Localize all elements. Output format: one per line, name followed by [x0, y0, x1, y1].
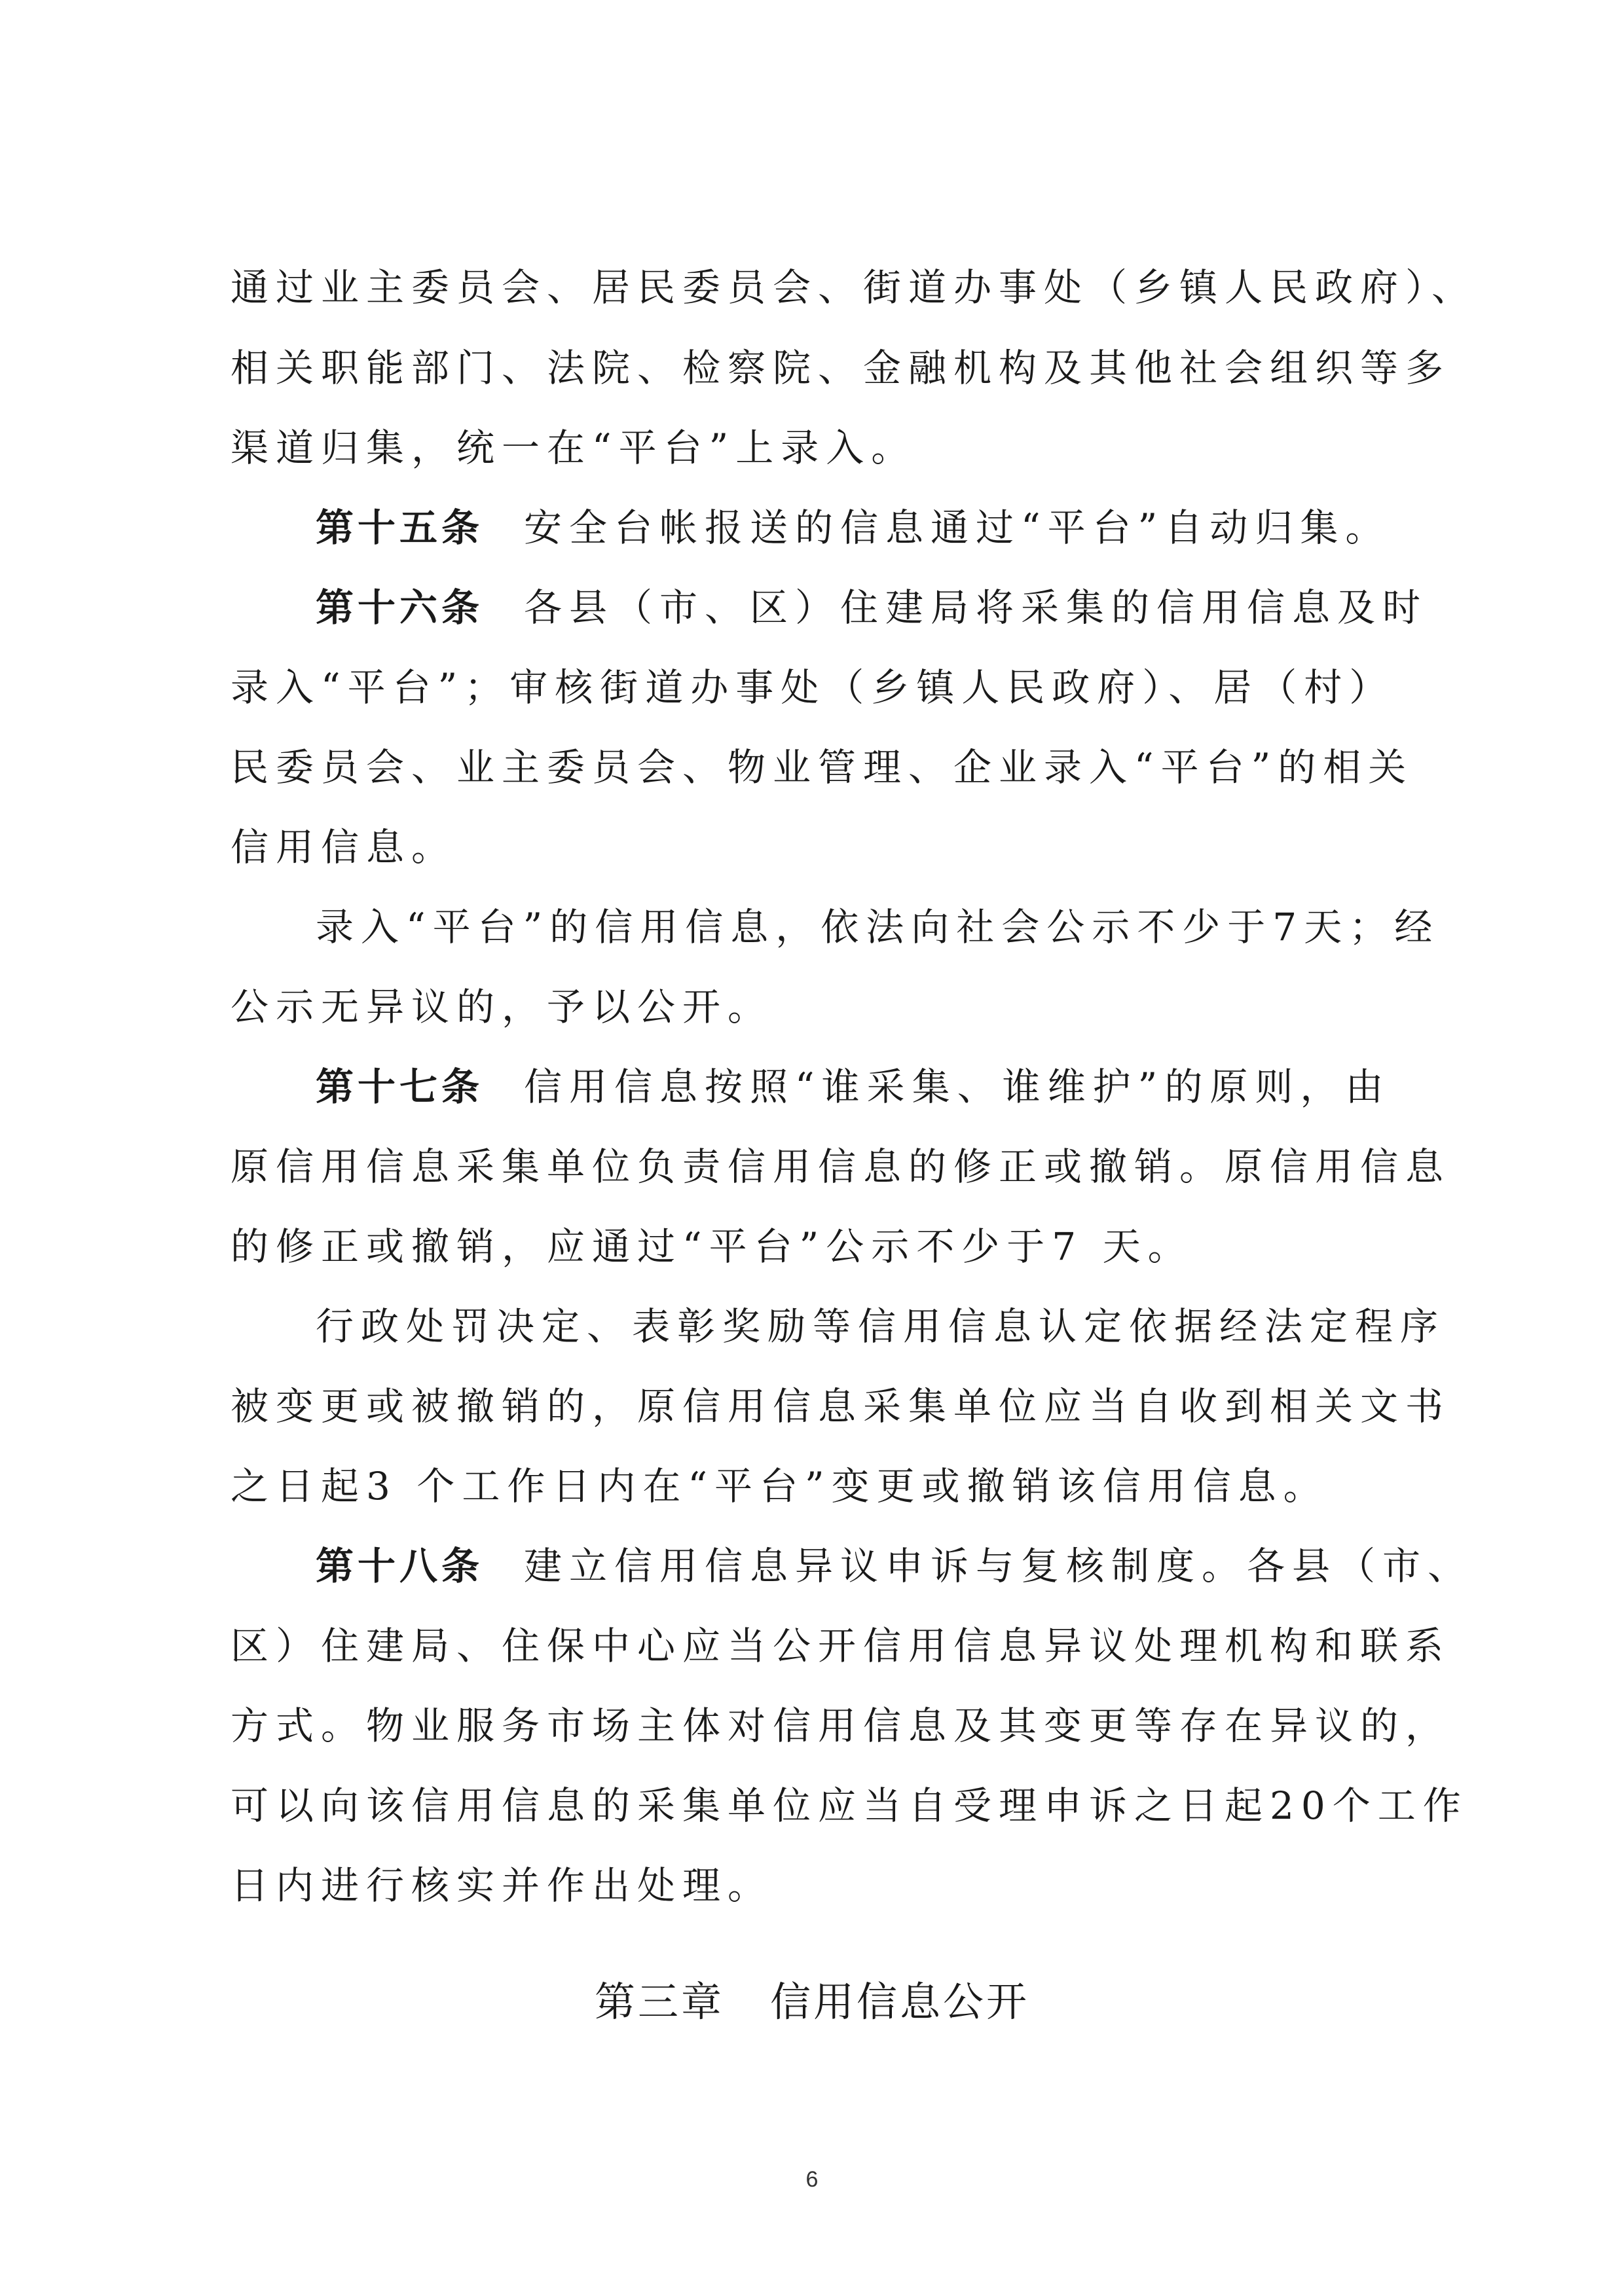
article-16: [316, 585, 1428, 630]
text-line: 之日起3 个工作日内在“平台”变更或撤销该信用信息。: [231, 1464, 1329, 1508]
text-line: 录入“平台”；审核街道办事处（乡镇人民政府）、居（村）: [231, 665, 1395, 710]
text-line: 日内进行核实并作出处理。: [231, 1863, 773, 1908]
article-title: 第十七条: [316, 1065, 484, 1109]
text-line: 渠道归集，统一在“平台”上录入。: [231, 426, 917, 470]
text-line: 方式。物业服务市场主体对信用信息及其变更等存在异议的，: [231, 1704, 1451, 1748]
article-title: 第十五条: [316, 505, 484, 550]
article-title: 第十六条: [316, 585, 484, 630]
article-text: 信用信息按照“谁采集、谁维护”的原则，由: [524, 1065, 1391, 1109]
text-line: 被变更或被撤销的，原信用信息采集单位应当自收到相关文书: [231, 1384, 1451, 1429]
text-line: 的修正或撤销，应通过“平台”公示不少于7 天。: [231, 1224, 1193, 1269]
chapter-title: 信用信息公开: [770, 1978, 1030, 2026]
text-line: 录入“平台”的信用信息，依法向社会公示不少于7天；经: [316, 905, 1440, 949]
text-line: 区）住建局、住保中心应当公开信用信息异议处理机构和联系: [231, 1624, 1451, 1668]
article-text: 建立信用信息异议申诉与复核制度。各县（市、: [524, 1544, 1473, 1588]
text-line: 相关职能部门、法院、检察院、金融机构及其他社会组织等多: [231, 346, 1451, 390]
article-title: 第十八条: [316, 1544, 484, 1588]
chapter-heading: [0, 1977, 1624, 2027]
page-number: 6: [805, 2167, 819, 2192]
text-line: 行政处罚决定、表彰奖励等信用信息认定依据经法定程序: [316, 1304, 1446, 1349]
text-line: 公示无异议的，予以公开。: [231, 985, 773, 1029]
chapter-number: 第三章: [594, 1978, 724, 2026]
text-line: 信用信息。: [231, 825, 457, 869]
article-17: [316, 1064, 1390, 1110]
article-text: 安全台帐报送的信息通过“平台”自动归集。: [524, 505, 1391, 550]
text-line: 民委员会、业主委员会、物业管理、企业录入“平台”的相关: [231, 745, 1414, 790]
article-15: [316, 505, 1390, 551]
article-text: 各县（市、区）住建局将采集的信用信息及时: [524, 585, 1428, 630]
text-line: 通过业主委员会、居民委员会、街道办事处（乡镇人民政府）、: [231, 265, 1477, 310]
article-18: [316, 1543, 1473, 1589]
text-line: 原信用信息采集单位负责信用信息的修正或撤销。原信用信息: [231, 1144, 1451, 1189]
text-line: 可以向该信用信息的采集单位应当自受理申诉之日起20个工作: [231, 1783, 1468, 1828]
